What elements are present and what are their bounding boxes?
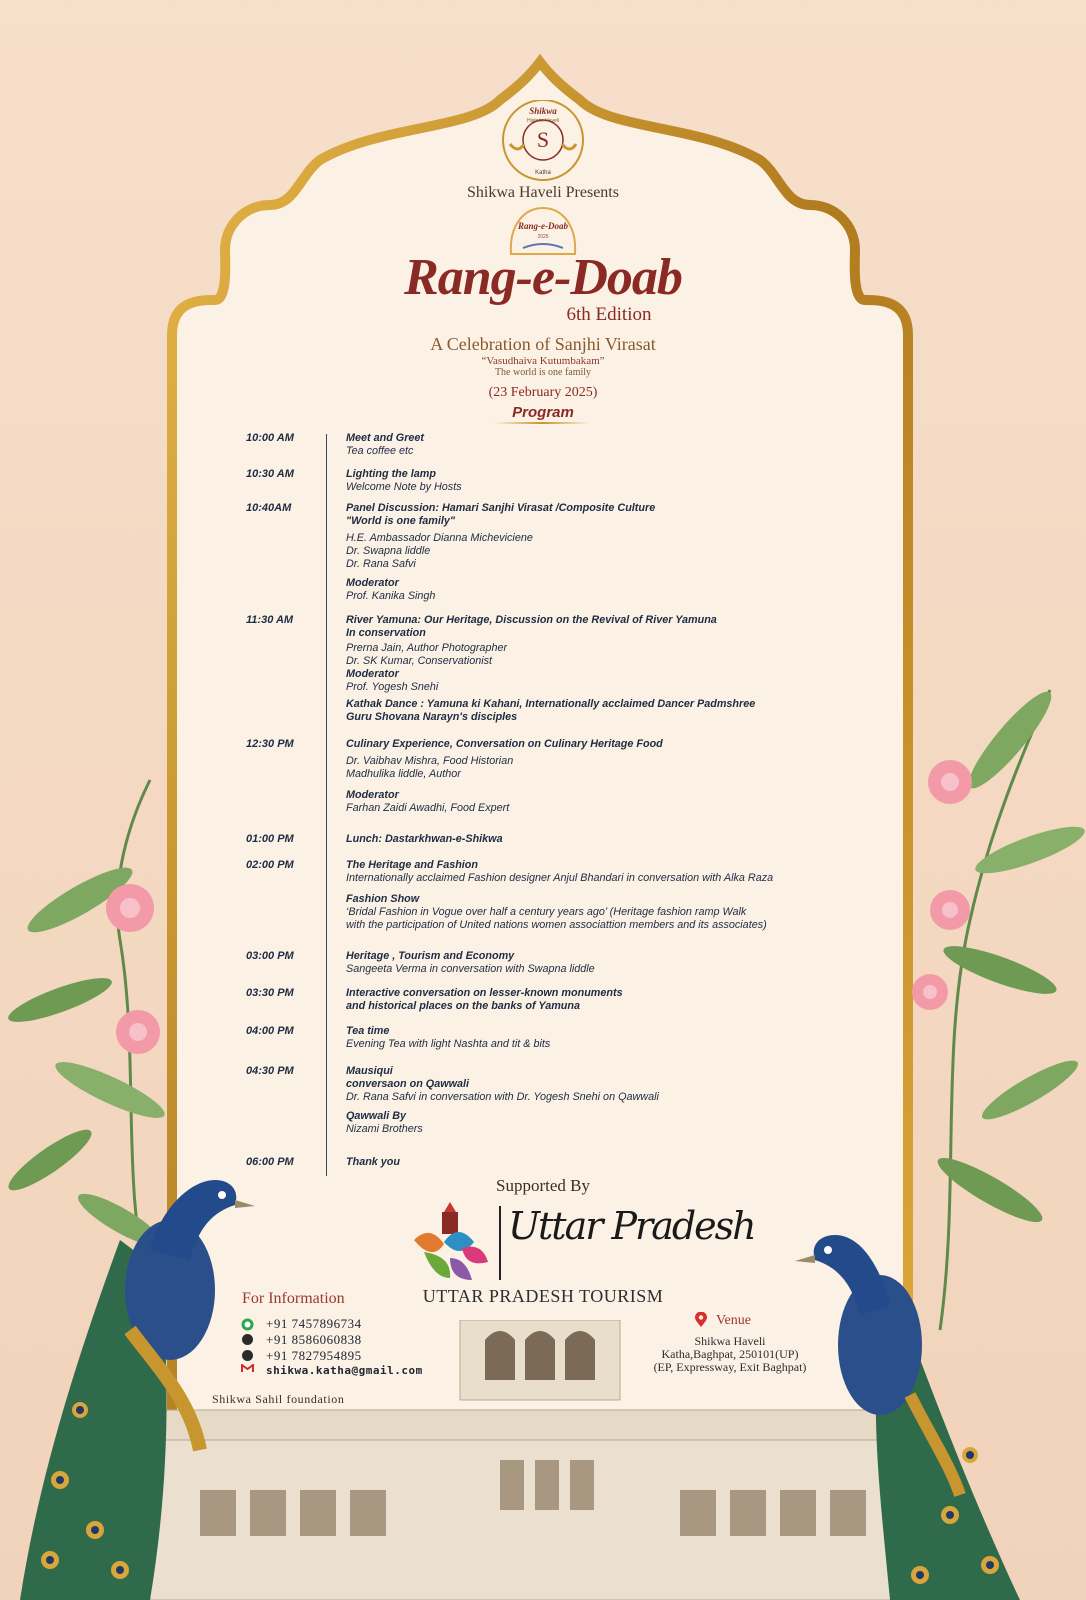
- schedule-item-title: The Heritage and Fashion: [346, 859, 478, 871]
- schedule-item-title: Heritage , Tourism and Economy: [346, 950, 515, 962]
- schedule-item: [346, 833, 826, 846]
- up-tourism-logo-icon: [408, 1200, 492, 1282]
- schedule-time: 04:30 PM: [246, 1065, 294, 1077]
- event-title: Rang-e-Doab: [404, 249, 682, 306]
- phone-2[interactable]: +91 8586060838: [266, 1332, 362, 1347]
- schedule-item-title: "World is one family": [346, 515, 456, 527]
- schedule-time: 01:00 PM: [246, 833, 294, 845]
- schedule-item-title: Panel Discussion: Hamari Sanjhi Virasat /Composite Culture: [346, 502, 656, 514]
- schedule-divider: [326, 434, 327, 1176]
- schedule-item-detail: Dr. Rana Safvi in conversation with Dr. Yogesh Snehi on Qawwali: [346, 1091, 659, 1103]
- schedule-time: 03:00 PM: [246, 950, 294, 962]
- motto-translation: The world is one family: [494, 367, 592, 378]
- schedule-item: [346, 1156, 826, 1169]
- logo-place: Katha: [535, 170, 551, 176]
- edition-label: 6th Edition: [566, 304, 652, 325]
- schedule-item: [346, 950, 826, 976]
- schedule-item: [346, 614, 826, 724]
- email-icon: [241, 1364, 254, 1373]
- schedule-item-detail: Dr. Swapna liddle: [346, 545, 431, 557]
- schedule-item: [346, 432, 826, 458]
- schedule-item-detail: Nizami Brothers: [346, 1123, 423, 1135]
- schedule-item-detail: Sangeeta Verma in conversation with Swapna liddle: [346, 963, 595, 975]
- peacock-left: [0, 1150, 260, 1600]
- schedule-item-title: Mausiqui: [346, 1065, 393, 1077]
- schedule-item-title: Qawwali By: [346, 1110, 407, 1122]
- schedule-item-detail: Prerna Jain, Author Photographer: [346, 642, 508, 654]
- schedule-item: [346, 738, 826, 815]
- schedule-item-title: Kathak Dance : Yamuna ki Kahani, Internationally acclaimed Dancer Padmshree: [346, 698, 756, 710]
- supported-by-label: Supported By: [496, 1176, 590, 1195]
- schedule-item-title: conversaon on Qawwali: [346, 1078, 469, 1090]
- schedule-item-title: and historical places on the banks of Yamuna: [346, 1000, 580, 1012]
- schedule-time: 03:30 PM: [246, 987, 294, 999]
- presents-line: Shikwa Haveli Presents: [467, 184, 619, 201]
- schedule-item-title: Lighting the lamp: [346, 468, 436, 480]
- schedule-item-detail: H.E. Ambassador Dianna Micheviciene: [346, 532, 533, 544]
- badge-year: 2025: [537, 234, 549, 240]
- schedule-item-title: River Yamuna: Our Heritage, Discussion on the Revival of River Yamuna: [346, 614, 717, 626]
- schedule-item: [346, 1065, 826, 1136]
- schedule-item-title: Tea time: [346, 1025, 390, 1037]
- program-underline: [494, 422, 590, 424]
- event-date: (23 February 2025): [488, 385, 598, 400]
- schedule-item-detail: Farhan Zaidi Awadhi, Food Expert: [346, 802, 510, 814]
- schedule-item: [346, 1025, 826, 1051]
- event-subtitle: A Celebration of Sanjhi Virasat: [430, 334, 656, 354]
- svg-text:S: S: [536, 127, 550, 152]
- schedule-time: 06:00 PM: [246, 1156, 294, 1168]
- schedule-item-detail: Internationally acclaimed Fashion designer Anjul Bhandari in conversation with Alka Raza: [346, 872, 774, 884]
- whatsapp-icon: [241, 1318, 254, 1331]
- schedule-item-detail: Dr. Rana Safvi: [346, 558, 416, 570]
- schedule-time: 10:30 AM: [246, 468, 294, 480]
- schedule-time: 11:30 AM: [246, 614, 294, 626]
- phone-1[interactable]: +91 7457896734: [266, 1316, 362, 1331]
- schedule-item: [346, 987, 826, 1013]
- program-heading: Program: [512, 404, 574, 421]
- schedule-time: 12:30 PM: [246, 738, 294, 750]
- phone-icon: [242, 1350, 253, 1361]
- schedule-time: 10:40AM: [246, 502, 292, 514]
- schedule-time: 04:00 PM: [246, 1025, 294, 1037]
- schedule-item-detail: Evening Tea with light Nashta and tit & bits: [346, 1038, 551, 1050]
- schedule-item-title: Lunch: Dastarkhwan-e-Shikwa: [346, 833, 503, 845]
- venue-directions: (EP, Expressway, Exit Baghpat): [653, 1360, 807, 1374]
- schedule-item-title: In conservation: [346, 627, 426, 639]
- schedule-item-title: Meet and Greet: [346, 432, 424, 444]
- schedule-item-title: Guru Shovana Narayn's disciples: [346, 711, 518, 723]
- logo-sub: Historic Haveli: [527, 118, 559, 124]
- location-pin-icon: [694, 1312, 708, 1328]
- venue-address: Katha,Baghpat, 250101(UP): [661, 1347, 799, 1361]
- schedule-item: [346, 859, 826, 932]
- logo-brand: Shikwa: [529, 106, 557, 116]
- schedule-item-title: Interactive conversation on lesser-known monuments: [346, 987, 623, 999]
- schedule-item-detail: Tea coffee etc: [346, 445, 414, 457]
- motto: “Vasudhaiva Kutumbakam”: [481, 355, 605, 367]
- up-signature: Uttar Pradesh: [508, 1204, 755, 1248]
- venue-name: Shikwa Haveli: [694, 1334, 766, 1348]
- schedule-item-title: Culinary Experience, Conversation on Culinary Heritage Food: [346, 738, 663, 750]
- venue-heading: Venue: [716, 1313, 751, 1328]
- schedule-item-title: Moderator: [346, 668, 399, 680]
- schedule-time: 10:00 AM: [246, 432, 294, 444]
- peacock-right: [780, 1195, 1086, 1600]
- schedule-item-detail: Dr. Vaibhav Mishra, Food Historian: [346, 755, 514, 767]
- phone-icon: [242, 1334, 253, 1345]
- schedule-item: [346, 502, 826, 603]
- foundation-name: Shikwa Sahil foundation: [212, 1392, 345, 1406]
- schedule-item-detail: Prof. Yogesh Snehi: [346, 681, 439, 693]
- schedule-item: [346, 468, 826, 494]
- schedule-item-detail: ‘Bridal Fashion in Vogue over half a century years ago’ (Heritage fashion ramp Walk: [346, 906, 747, 918]
- schedule-time: 02:00 PM: [246, 859, 294, 871]
- up-divider: [499, 1206, 501, 1280]
- badge-title: Rang-e-Doab: [518, 221, 568, 231]
- schedule-item-detail: Prof. Kanika Singh: [346, 590, 436, 602]
- schedule-item-title: Moderator: [346, 789, 399, 801]
- schedule-item-detail: Dr. SK Kumar, Conservationist: [346, 655, 493, 667]
- schedule-item-detail: with the participation of United nations women associattion members and its associates): [346, 919, 767, 931]
- schedule-item-title: Moderator: [346, 577, 399, 589]
- schedule-item-detail: Madhulika liddle, Author: [346, 768, 461, 780]
- info-heading: For Information: [242, 1290, 345, 1307]
- phone-3[interactable]: +91 7827954895: [266, 1348, 362, 1363]
- schedule-item-title: Fashion Show: [346, 893, 420, 905]
- email-link[interactable]: shikwa.katha@gmail.com: [266, 1364, 423, 1377]
- shikwa-logo: [498, 100, 588, 182]
- schedule-item-detail: Welcome Note by Hosts: [346, 481, 462, 493]
- schedule-item-title: Thank you: [346, 1156, 400, 1168]
- up-tourism-name: UTTAR PRADESH TOURISM: [422, 1286, 664, 1306]
